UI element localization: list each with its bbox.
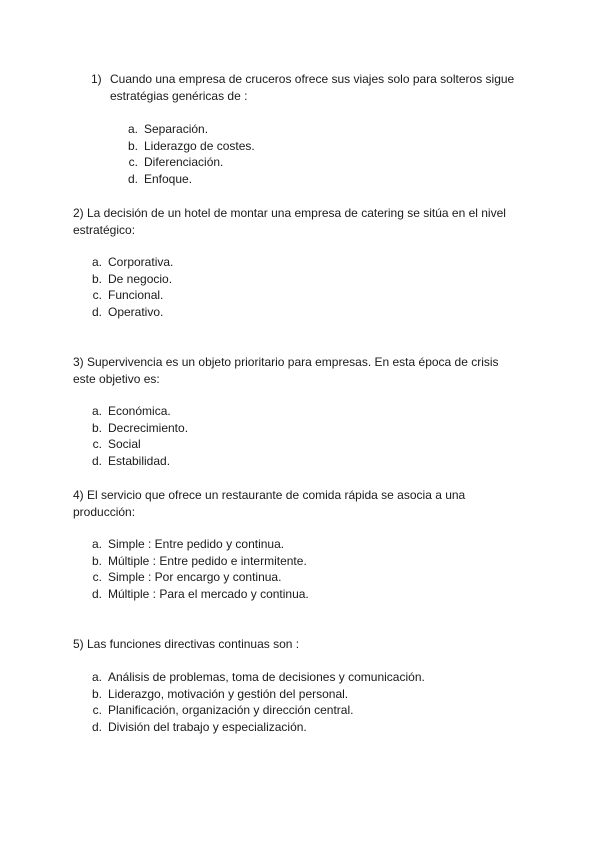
option-text: Simple : Entre pedido y continua. (108, 537, 285, 551)
option-letter: c. (92, 570, 102, 585)
option-letter: d. (91, 453, 102, 468)
question-text-line: 5) Las funciones directivas continuas son : (73, 637, 300, 651)
option-letter: a. (91, 670, 102, 684)
option-text: Simple : Por encargo y continua. (108, 570, 282, 585)
option-letter: a. (91, 537, 102, 551)
option-text: Enfoque. (144, 171, 193, 186)
option-text: Funcional. (108, 288, 164, 303)
option-text: Múltiple : Entre pedido e intermitente. (108, 553, 307, 568)
question-text-line: producción: (73, 505, 136, 519)
option-text: Económica. (108, 404, 171, 418)
option-text: División del trabajo y especialización. (108, 719, 307, 734)
question-text-line: 4) El servicio que ofrece un restaurante de comida rápida se asocia a una (73, 488, 466, 502)
question-text-line: Cuando una empresa de cruceros ofrece sus viajes solo para solteros sigue (110, 72, 515, 86)
option-letter: a. (91, 404, 102, 418)
option-letter: a. (127, 122, 138, 136)
option-text: Estabilidad. (108, 453, 171, 468)
option-text: Liderazgo, motivación y gestión del personal. (108, 686, 349, 701)
option-text: De negocio. (108, 271, 173, 286)
question-text-line: 2) La decisión de un hotel de montar una empresa de catering se sitúa en el nivel (73, 206, 506, 220)
option-letter: b. (91, 420, 102, 435)
option-letter: c. (92, 703, 102, 718)
option-letter: b. (91, 553, 102, 568)
option-text: Análisis de problemas, toma de decisiones y comunicación. (108, 670, 425, 684)
option-letter: d. (91, 586, 102, 601)
question-text-line: estratégico: (73, 223, 136, 237)
option-letter: b. (91, 686, 102, 701)
question-text-line: estratégias genéricas de : (110, 89, 248, 103)
option-text: Múltiple : Para el mercado y continua. (108, 586, 309, 601)
option-letter: b. (127, 138, 138, 153)
option-text: Operativo. (108, 304, 164, 319)
question-text-line: 3) Supervivencia es un objeto prioritario para empresas. En esta época de crisis (73, 355, 499, 369)
option-letter: c. (92, 288, 102, 303)
option-letter: b. (91, 271, 102, 286)
option-letter: c. (92, 437, 102, 452)
option-text: Separación. (144, 122, 209, 136)
option-letter: c. (128, 155, 138, 170)
option-text: Planificación, organización y dirección central. (108, 703, 354, 718)
option-letter: a. (91, 255, 102, 269)
option-text: Decrecimiento. (108, 420, 189, 435)
option-text: Diferenciación. (144, 155, 224, 170)
option-letter: d. (91, 304, 102, 319)
question-text-line: este objetivo es: (73, 372, 160, 386)
option-letter: d. (127, 171, 138, 186)
option-text: Corporativa. (108, 255, 174, 269)
option-letter: d. (91, 719, 102, 734)
question-number: 1) (91, 72, 102, 86)
option-text: Liderazgo de costes. (144, 138, 255, 153)
option-text: Social (108, 437, 141, 452)
